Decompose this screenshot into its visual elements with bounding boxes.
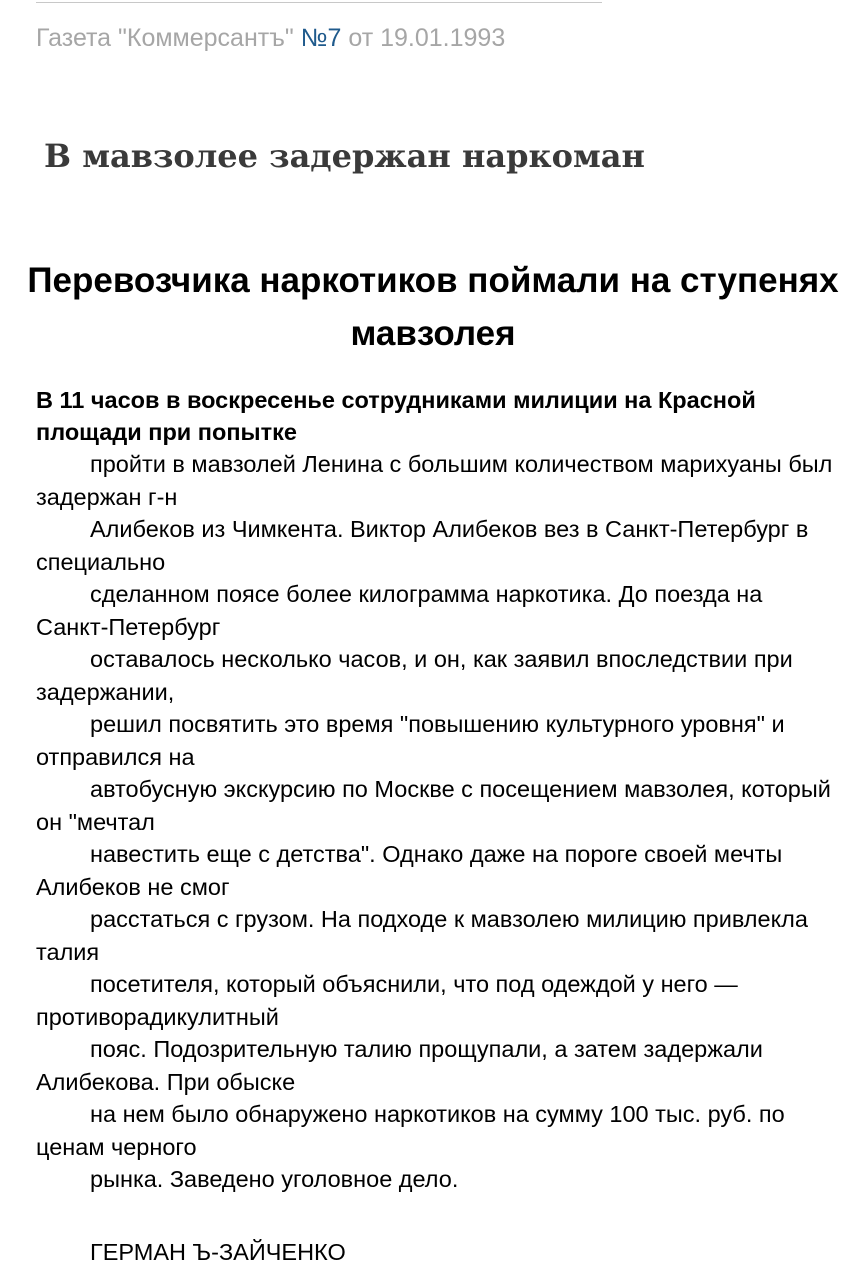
article-paragraph: на нем было обнаружено наркотиков на сумму 100 тыс. руб. по ценам черного: [36, 1101, 785, 1160]
article-paragraph: посетителя, который объяснили, что под одеждой у него — противорадикулитный: [36, 971, 738, 1030]
issue-link[interactable]: №7: [300, 24, 342, 52]
article-paragraph: навестить еще с детства". Однако даже на пороге своей мечты Алибеков не смог: [36, 841, 783, 900]
article-paragraph: Алибеков из Чимкента. Виктор Алибеков вез в Санкт-Петербург в специально: [36, 516, 809, 575]
article-paragraph: автобусную экскурсию по Москве с посещением мавзолея, который он "мечтал: [36, 776, 831, 835]
article-body: [36, 384, 836, 1268]
article-paragraph: сделанном поясе более килограмма наркотика. До поезда на Санкт-Петербург: [36, 581, 763, 640]
source-prefix: Газета "Коммерсантъ": [36, 24, 301, 52]
article-subheadline: Перевозчика наркотиков поймали на ступенях мавзолея: [27, 261, 839, 353]
article-paragraph: расстаться с грузом. На подходе к мавзолею милицию привлекла талия: [36, 906, 808, 965]
article-paragraph: рынка. Заведено уголовное дело.: [90, 1166, 459, 1192]
article-lead: В 11 часов в воскресенье сотрудниками милиции на Красной площади при попытке: [36, 387, 756, 445]
article-paragraph: решил посвятить это время "повышению культурного уровня" и отправился на: [36, 711, 785, 770]
article-headline: В мавзолее задержан наркоман: [44, 137, 645, 175]
source-date: от 19.01.1993: [341, 24, 506, 52]
article-paragraph: пройти в мавзолей Ленина с большим количеством марихуаны был задержан г-н: [36, 451, 833, 510]
article-author: ГЕРМАН Ъ-ЗАЙЧЕНКО: [90, 1238, 346, 1265]
article-paragraph: пояс. Подозрительную талию прощупали, а затем задержали Алибекова. При обыске: [36, 1036, 763, 1095]
article-paragraph: оставалось несколько часов, и он, как заявил впоследствии при задержании,: [36, 646, 793, 705]
source-line: [36, 22, 505, 54]
top-divider: [36, 2, 602, 3]
